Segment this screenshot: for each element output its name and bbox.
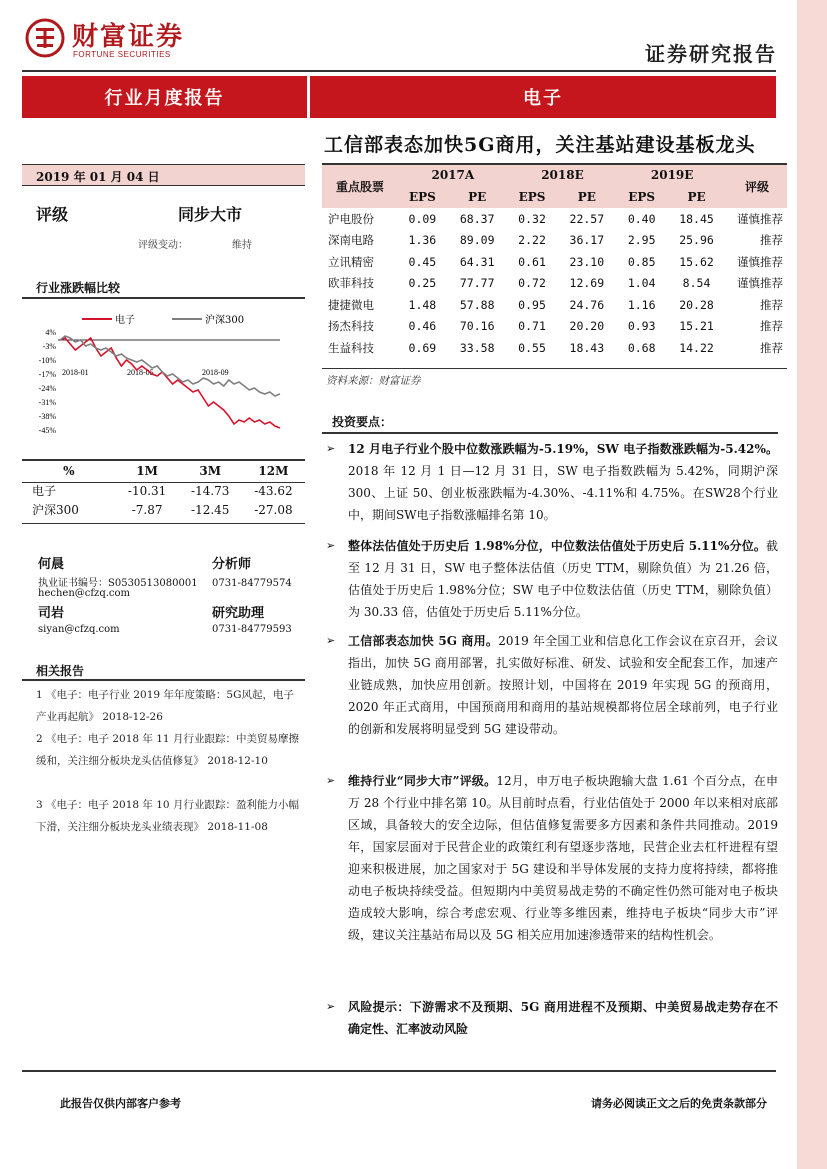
investment-point — [322, 996, 778, 1040]
point-body: 12月，申万电子板块跑输大盘 1.61 个百分点，在申万 28 个行业中排名第 10。从目前时点看，行业估值处于 2000 年以来相对底部区域，具备较大的安全边际，但估值修复需要多方因素和条件共同推动。2019 年，国家层面对于民营企业的政策红利有望逐步落地，民营企业去杠杆进程有望迎来积极进展，加之国家对于 5G 建设和半导体发展的支持力度将持续，都将推动电子板块持续受益。但短期内中美贸易战走势的不确定性仍然可能对电子板块造成较大影响，综合考虑宏观、行业等多维因素，维持电子板块“同步大市”评级，建议关注基站布局以及 5G 相关应用加速渗透带来的结构性机会。 — [348, 774, 779, 942]
stock-rating: 谨慎推荐 — [737, 254, 783, 269]
perf-cell: -14.73 — [191, 483, 230, 498]
stock-eps18: 0.71 — [518, 319, 546, 334]
stock-rating: 谨慎推荐 — [737, 276, 783, 291]
stock-sub-pe: PE — [556, 186, 617, 208]
stock-table-top-rule — [322, 163, 787, 165]
perf-cell: -27.08 — [254, 502, 293, 517]
perf-table — [22, 461, 305, 519]
stock-eps18: 0.32 — [518, 211, 546, 226]
stock-eps17: 1.36 — [408, 233, 437, 248]
bullet-arrow-icon: ➢ — [326, 442, 336, 455]
stock-pe18: 20.20 — [569, 319, 605, 334]
table-row — [322, 273, 787, 295]
stock-rating: 推荐 — [760, 297, 783, 312]
investment-point — [322, 438, 778, 526]
analyst-1-role: 分析师 — [212, 557, 252, 572]
analyst-1-cert: 执业证书编号：S0530513080001 — [38, 578, 198, 589]
stock-name: 深南电路 — [328, 233, 374, 248]
point-headline: 12 月电子行业个股中位数涨跌幅为-5.19%，SW 电子指数涨跌幅为-5.42%。 — [348, 442, 778, 456]
analyst-2-role: 研究助理 — [212, 606, 265, 621]
chart-y-tick-label: -38% — [38, 412, 56, 421]
related-report-item[interactable]: 1 《电子：电子行业 2019 年年度策略：5G风起，电子产业再起航》 2018-12-26 — [36, 689, 294, 723]
chart-x-tick-label: 2018-09 — [202, 368, 229, 377]
report-title: 工信部表态加快5G商用，关注基站建设基板龙头 — [324, 134, 756, 156]
stock-pe17: 77.77 — [459, 276, 495, 291]
stock-pe19: 18.45 — [679, 211, 714, 226]
stock-pe17: 68.37 — [459, 211, 495, 226]
chart-x-tick-label: 2018-05 — [127, 368, 154, 377]
chart-legend-label: 沪深300 — [205, 315, 245, 326]
chart-y-tick-label: -45% — [38, 426, 56, 435]
stock-eps18: 0.55 — [518, 340, 546, 355]
stock-eps19: 1.04 — [627, 276, 656, 291]
chart-y-tick-label: -3% — [42, 342, 56, 351]
rating-label: 评级 — [36, 205, 69, 224]
point-body: 截至 12 月 31 日，SW 电子整体法估值（历史 TTM，剔除负值）为 21.26 倍，估值处于历史后 1.98%分位；SW 电子中位数法估值（历史 TTM，剔除负值）为 30.33 倍，估值处于历史后 5.11%分位。 — [348, 539, 778, 619]
stock-name: 生益科技 — [328, 340, 374, 355]
brand-name-en: FORTUNE SECURITIES — [73, 50, 171, 59]
perf-cell: -43.62 — [254, 483, 293, 498]
chart-y-tick-label: -31% — [38, 398, 56, 407]
point-headline: 整体法估值处于历史后 1.98%分位，中位数法估值处于历史后 5.11%分位。 — [348, 539, 766, 553]
stock-pe19: 15.62 — [679, 254, 714, 269]
industry-comparison-chart — [22, 305, 305, 440]
perf-row-name: 沪深300 — [32, 503, 79, 517]
table-row — [322, 294, 787, 316]
footer-disclaimer-left: 此报告仅供内部客户参考 — [60, 1097, 181, 1110]
analyst-1-email[interactable]: hechen@cfzq.com — [38, 588, 131, 599]
stock-sub-pe: PE — [666, 186, 727, 208]
stock-col-name: 重点股票 — [322, 164, 398, 208]
investment-point — [322, 770, 778, 946]
stock-name: 欧菲科技 — [328, 276, 374, 291]
points-divider — [322, 432, 778, 434]
stock-col-year-2017: 2017A — [398, 164, 508, 186]
header-divider — [22, 70, 776, 72]
related-report-item[interactable]: 3 《电子：电子 2018 年 10 月行业跟踪：盈利能力小幅下滑，关注细分板块龙头业绩表现》 2018-11-08 — [36, 799, 299, 833]
bullet-arrow-icon: ➢ — [326, 539, 336, 552]
perf-col-1m: 1M — [136, 464, 158, 478]
report-date: 2019 年 01 月 04 日 — [22, 164, 305, 186]
stock-eps19: 0.68 — [627, 340, 656, 355]
table-row — [322, 230, 787, 252]
stock-eps19: 1.16 — [627, 297, 656, 312]
perf-table-header — [22, 461, 305, 481]
stock-name: 扬杰科技 — [328, 319, 374, 334]
chart-section-divider — [22, 297, 305, 299]
perf-table-header-rule — [22, 482, 305, 483]
stock-table-header-row-1 — [322, 164, 787, 186]
stock-pe19: 8.54 — [682, 276, 711, 291]
stock-name: 沪电股份 — [328, 211, 374, 226]
related-section-divider — [22, 679, 305, 681]
report-type: 证券研究报告 — [645, 42, 777, 66]
stock-pe18: 24.76 — [569, 297, 605, 312]
stock-eps17: 0.46 — [408, 319, 437, 334]
chart-series-line-沪深300 — [60, 336, 280, 396]
stock-pe18: 22.57 — [569, 211, 605, 226]
investment-point — [322, 630, 778, 740]
perf-col-3m: 3M — [199, 464, 222, 478]
analyst-2-name: 司岩 — [38, 606, 65, 621]
analyst-2-phone: 0731-84779593 — [212, 624, 292, 635]
investment-point — [322, 535, 778, 623]
perf-cell: -7.87 — [131, 502, 163, 517]
perf-cell: -12.45 — [191, 502, 230, 517]
table-row — [22, 500, 305, 519]
footer-divider — [22, 1070, 776, 1072]
chart-y-tick-label: -17% — [38, 370, 56, 379]
stock-eps18: 0.95 — [518, 297, 546, 312]
rating-change-label: 评级变动： — [138, 240, 188, 251]
stock-sub-eps: EPS — [508, 186, 557, 208]
stock-eps17: 0.69 — [408, 340, 437, 355]
analyst-1-phone: 0731-84779574 — [212, 578, 292, 589]
analyst-1-name: 何晨 — [38, 557, 65, 572]
bullet-arrow-icon: ➢ — [326, 634, 336, 647]
bullet-arrow-icon: ➢ — [326, 1000, 336, 1013]
stock-eps17: 0.45 — [408, 254, 437, 269]
table-row — [322, 316, 787, 338]
stock-eps17: 0.25 — [408, 276, 437, 291]
stock-pe19: 14.22 — [679, 340, 714, 355]
stock-eps17: 1.48 — [408, 297, 437, 312]
stock-sub-eps: EPS — [617, 186, 666, 208]
stock-eps19: 2.95 — [627, 233, 656, 248]
perf-row-name: 电子 — [32, 484, 57, 498]
point-headline: 工信部表态加快 5G 商用。 — [348, 634, 499, 648]
bullet-arrow-icon: ➢ — [326, 774, 336, 787]
rating-change-value: 维持 — [232, 240, 252, 251]
stock-name: 捷捷微电 — [328, 297, 374, 312]
chart-series-line-电子 — [60, 338, 280, 428]
side-decor-strip — [797, 0, 827, 1169]
stock-col-year-2018: 2018E — [508, 164, 618, 186]
table-row — [22, 481, 305, 500]
table-row — [322, 251, 787, 273]
stock-eps18: 0.72 — [518, 276, 546, 291]
brand-name-cn: 财富证券 — [72, 22, 185, 52]
related-reports-title: 相关报告 — [36, 664, 85, 678]
stock-pe17: 89.09 — [459, 233, 495, 248]
stock-rating: 推荐 — [760, 319, 783, 334]
table-row — [322, 337, 787, 359]
chart-section-title: 行业涨跌幅比较 — [36, 281, 121, 295]
perf-col-12m: 12M — [258, 464, 289, 478]
stock-rating: 推荐 — [760, 340, 783, 355]
stock-rating: 推荐 — [760, 233, 783, 248]
stock-eps18: 2.22 — [518, 233, 546, 248]
stock-pe18: 18.43 — [569, 340, 605, 355]
stock-sub-pe: PE — [447, 186, 508, 208]
stock-eps19: 0.85 — [627, 254, 656, 269]
stock-eps19: 0.93 — [627, 319, 656, 334]
stock-pe19: 25.96 — [679, 233, 714, 248]
perf-cell: -10.31 — [127, 483, 167, 498]
chart-legend-label: 电子 — [115, 315, 135, 326]
stock-col-rating: 评级 — [727, 164, 787, 208]
stock-rating: 谨慎推荐 — [737, 211, 783, 226]
related-report-item[interactable]: 2 《电子：电子 2018 年 11 月行业跟踪：中美贸易摩擦缓和，关注细分板块龙头估值修复》 2018-12-10 — [36, 733, 299, 767]
stock-pe18: 12.69 — [569, 276, 605, 291]
point-body: 2018 年 12 月 1 日—12 月 31 日，SW 电子指数跌幅为 5.42%，同期沪深 300、上证 50、创业板涨跌幅为-4.30%、-4.11%和 4.75%。在SW28个行业中，期间SW电子指数涨幅排名第 10。 — [348, 464, 778, 522]
point-headline: 风险提示：下游需求不及预期、5G 商用进程不及预期、中美贸易战走势存在不确定性、汇率波动风险 — [348, 1000, 778, 1036]
stock-pe18: 23.10 — [569, 254, 605, 269]
rating-value: 同步大市 — [178, 205, 243, 224]
analyst-2-email[interactable]: siyan@cfzq.com — [38, 624, 120, 635]
stock-pe18: 36.17 — [569, 233, 605, 248]
stock-pe17: 64.31 — [459, 254, 495, 269]
perf-col-pct: % — [63, 464, 75, 478]
brand-logo-icon — [25, 18, 65, 58]
point-headline: 维持行业“同步大市”评级。 — [348, 774, 497, 788]
investment-points-title: 投资要点： — [332, 415, 393, 429]
banner-report-category: 行业月度报告 — [22, 76, 307, 118]
stock-eps17: 0.09 — [408, 211, 437, 226]
stock-eps19: 0.40 — [627, 211, 656, 226]
stock-pe17: 57.88 — [459, 297, 495, 312]
chart-y-tick-label: 4% — [45, 328, 56, 337]
stock-sub-eps: EPS — [398, 186, 447, 208]
stock-col-year-2019: 2019E — [617, 164, 727, 186]
stock-name: 立讯精密 — [328, 254, 374, 269]
stock-eps18: 0.61 — [518, 254, 546, 269]
footer-disclaimer-right: 请务必阅读正文之后的免责条款部分 — [591, 1097, 767, 1110]
banner-industry: 电子 — [310, 76, 776, 118]
point-body: 2019 年全国工业和信息化工作会议在京召开，会议指出，加快 5G 商用部署，扎实做好标准、研发、试验和安全配套工作，加速产业链成熟，加快应用创新。按照计划，中国将在 2019 年实现 5G 的预商用，2020 年正式商用，中国预商用和商用的基站规模都将位居全球前列，电子行业的创新和发展将明显受到 5G 建设带动。 — [348, 634, 778, 736]
stock-pe19: 15.21 — [679, 319, 714, 334]
stock-table-bottom-rule — [322, 368, 787, 369]
stock-pe17: 70.16 — [459, 319, 495, 334]
source-note: 资料来源：财富证券 — [326, 375, 421, 387]
chart-y-tick-label: -24% — [38, 384, 56, 393]
chart-y-tick-label: -10% — [38, 356, 56, 365]
chart-x-tick-label: 2018-01 — [62, 368, 89, 377]
stock-pe17: 33.58 — [459, 340, 495, 355]
table-row — [322, 208, 787, 230]
perf-table-bottom-rule — [22, 523, 305, 524]
stock-pe19: 20.28 — [679, 297, 714, 312]
key-stocks-table — [322, 164, 787, 359]
